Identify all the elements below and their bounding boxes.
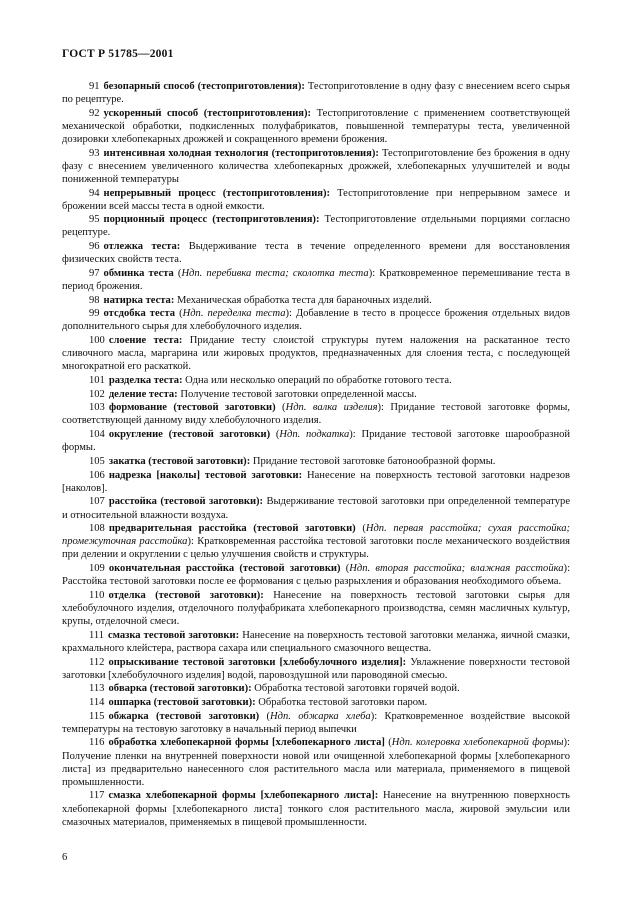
- term-number: 95: [89, 214, 100, 226]
- term-deprecated-synonym: (Ндп. обжарка хлеба): [259, 710, 375, 722]
- term-name: слоение теста:: [108, 335, 183, 347]
- term-definition: Тестоприготовление при непрерывном замесе и брожении всей массы теста в одной емкости.: [62, 187, 571, 212]
- term-number: 101: [89, 375, 105, 386]
- term-definition: Нанесение на поверхность тестовой заготовки надрезов [наколов].: [62, 469, 570, 494]
- term-deprecated-synonym: (Ндп. вторая расстойка; влажная расстойка): [340, 563, 568, 575]
- term-number: 106: [89, 469, 105, 481]
- term-entry: [62, 334, 570, 373]
- term-name: обжарка (тестовой заготовки): [108, 710, 260, 722]
- term-deprecated-synonym: (Ндп. колеровка хлебопекарной формы): [384, 737, 568, 749]
- term-definition: : Кратковременная расстойка тестовой заготовки после механического воздействия при делении и округлении с целью улучшения свойств и структуры.: [62, 536, 570, 561]
- term-number: 108: [89, 523, 105, 535]
- term-entry: [62, 562, 570, 588]
- term-name: обработка хлебопекарной формы [хлебопекарного листа]: [108, 737, 385, 749]
- term-entry: [62, 187, 570, 213]
- term-number: 94: [89, 187, 100, 199]
- term-entry: [62, 307, 570, 333]
- term-entry: [62, 428, 570, 454]
- term-name: ускоренный способ (тестоприготовления):: [103, 107, 312, 119]
- term-entry: [62, 267, 570, 293]
- term-deprecated-synonym: (Ндп. перебивка теста; сколотка теста): [173, 267, 373, 279]
- term-definition: : Расстойка тестовой заготовки после ее формования с целью разрыхления и образования необходимого объема.: [62, 563, 570, 588]
- term-entry: [62, 213, 570, 239]
- term-definition: Получение тестовой заготовки определенной массы.: [177, 388, 417, 400]
- term-name: интенсивная холодная технология (тестоприготовления):: [103, 147, 379, 159]
- term-name: округление (тестовой заготовки): [108, 429, 271, 441]
- term-definition: Выдерживание теста в течение определенного времени для восстановления физических свойств теста.: [62, 241, 570, 266]
- term-entry: [62, 469, 570, 495]
- term-number: 114: [89, 696, 105, 708]
- term-entry: [62, 589, 570, 628]
- term-number: 109: [89, 563, 105, 575]
- term-definition: Тестоприготовление в одну фазу с внесением всего сырья по рецептуре.: [62, 81, 570, 106]
- term-entry: [62, 629, 570, 655]
- term-number: 91: [89, 81, 100, 92]
- term-entry: [62, 522, 570, 561]
- term-number: 112: [89, 656, 105, 668]
- term-number: 115: [89, 710, 105, 722]
- term-number: 113: [89, 683, 105, 695]
- term-entry: [62, 240, 570, 266]
- term-deprecated-synonym: (Ндп. первая расстойка; сухая расстойка; промежуточная расстойка): [62, 523, 571, 548]
- term-deprecated-synonym: (Ндп. валка изделия): [275, 402, 382, 414]
- term-entry: [62, 696, 570, 709]
- term-number: 102: [89, 388, 105, 400]
- term-deprecated-synonym: (Ндп. переделка теста): [175, 308, 289, 320]
- term-number: 96: [89, 241, 100, 253]
- term-name: обварка (тестовой заготовки):: [108, 683, 252, 695]
- term-definition: Обработка тестовой заготовки паром.: [255, 696, 428, 708]
- term-name: безопарный способ (тестоприготовления):: [103, 81, 305, 92]
- term-entry: [62, 294, 570, 307]
- term-name: отделка (тестовой заготовки):: [108, 589, 264, 601]
- term-definition: Тестоприготовление отдельными порциями согласно рецептуре.: [62, 214, 570, 239]
- term-number: 116: [89, 737, 105, 749]
- term-definition: Придание тестовой заготовке шарообразной формы.: [62, 429, 571, 454]
- term-entry: [62, 656, 570, 682]
- term-name: непрерывный процесс (тестоприготовления):: [103, 187, 331, 199]
- term-entry: [62, 388, 570, 401]
- term-definition: Обработка тестовой заготовки горячей водой.: [251, 683, 460, 695]
- terms-list: [62, 80, 570, 829]
- term-name: разделка теста:: [108, 375, 183, 386]
- term-definition: Тестоприготовление без брожения в одну фазу с внесением увеличенного количества хлебопекарных дрожжей, хлебопекарных улучшителей и воды пониженной температуры: [62, 147, 571, 185]
- term-entry: [62, 710, 570, 736]
- term-definition: Тестоприготовление с применением соответствующей механической обработки, подкисленных полуфабрикатов, повышенной температуры теста, увеличенной дозировки хлебопекарных дрожжей и сокращенного времени брожения.: [62, 107, 570, 145]
- term-number: 98: [89, 294, 100, 306]
- term-entry: [62, 147, 570, 186]
- term-number: 99: [89, 308, 100, 320]
- term-name: окончательная расстойка (тестовой заготовки): [108, 563, 341, 575]
- term-definition: : Кратковременное перемешивание теста в период брожения.: [62, 267, 570, 292]
- term-name: смазка тестовой заготовки:: [108, 629, 240, 641]
- term-name: обминка теста: [103, 267, 174, 279]
- term-entry: [62, 374, 570, 387]
- term-name: предварительная расстойка (тестовой заготовки): [108, 523, 356, 535]
- term-entry: [62, 495, 570, 521]
- term-definition: : Кратковременное воздействие высокой температуры на тестовую заготовку в начальный период выпечки: [62, 710, 570, 735]
- term-name: формование (тестовой заготовки): [108, 402, 276, 414]
- term-definition: Придание тесту слоистой структуры путем наложения на раскатанное тесто сливочного масла, маргарина или жировых продуктов, предназначенных для слоения теста, с последующей многократной его раскаткой.: [62, 335, 570, 373]
- term-name: закатка (тестовой заготовки):: [108, 455, 251, 467]
- page-number: 6: [62, 852, 68, 863]
- term-entry: [62, 455, 570, 468]
- term-name: расстойка (тестовой заготовки):: [108, 496, 264, 508]
- term-name: отлежка теста:: [103, 241, 181, 253]
- term-definition: Механическая обработка теста для бараночных изделий.: [174, 294, 432, 306]
- term-definition: : Придание тестовой заготовке формы, соответствующей данному виду хлебобулочного изделия.: [62, 402, 570, 427]
- term-number: 117: [89, 790, 105, 802]
- term-entry: [62, 80, 570, 106]
- term-definition: Нанесение на поверхность тестовой заготовки сырья для хлебобулочного изделия, отделочного полуфабриката хлебопекарного производства, семян масличных культур, крупы, отделочной смеси.: [62, 589, 570, 628]
- term-number: 97: [89, 267, 100, 279]
- term-number: 107: [89, 496, 105, 508]
- term-name: деление теста:: [108, 388, 178, 400]
- term-definition: Увлажнение поверхности тестовой заготовки [хлебобулочного изделия] водой, паровоздушной или пароводяной смесью.: [62, 656, 570, 681]
- term-number: 92: [89, 107, 100, 119]
- term-name: ошпарка (тестовой заготовки):: [108, 696, 256, 708]
- term-entry: [62, 789, 570, 828]
- term-number: 93: [89, 147, 100, 159]
- term-entry: [62, 401, 570, 427]
- term-definition: Нанесение на внутреннюю поверхность хлебопекарной формы [хлебопекарного листа] тонкого слоя растительного масла, жировой эмульсии или смазочных материалов, применяемых в пищевой промышленности.: [62, 790, 570, 828]
- term-number: 105: [89, 455, 105, 467]
- term-definition: Одна или несколько операций по обработке готового теста.: [182, 375, 452, 386]
- term-name: опрыскивание тестовой заготовки [хлебобулочного изделия]:: [108, 656, 407, 668]
- term-name: отсдобка теста: [103, 308, 176, 320]
- term-definition: : Добавление в тесто в процессе брожения отдельных видов дополнительного сырья для хлебобулочного изделия.: [62, 308, 570, 333]
- term-entry: [62, 107, 570, 146]
- term-definition: Нанесение на поверхность тестовой заготовки меланжа, яичной смазки, крахмального клейстера, раствора сахара или специального смазочного вещества.: [62, 629, 570, 654]
- term-entry: [62, 736, 570, 788]
- term-number: 103: [89, 402, 105, 414]
- standard-header: ГОСТ Р 51785—2001: [62, 48, 174, 60]
- term-name: натирка теста:: [103, 294, 175, 306]
- term-number: 104: [89, 429, 105, 441]
- term-number: 111: [89, 629, 105, 641]
- term-name: порционный процесс (тестоприготовления):: [103, 214, 320, 226]
- term-number: 110: [89, 589, 105, 601]
- term-definition: : Получение пленки на внутренней поверхности новой или очищенной хлебопекарной формы [хлебопекарного листа] из предварительно нанесенного слоя растительного масла или материала, применяемого в пищевой промышленности.: [62, 737, 570, 788]
- term-definition: Придание тестовой заготовке батонообразной формы.: [250, 455, 496, 467]
- term-number: 100: [89, 335, 105, 347]
- term-name: смазка хлебопекарной формы [хлебопекарного листа]:: [108, 790, 379, 802]
- term-deprecated-synonym: (Ндп. подкатка):: [270, 429, 356, 441]
- term-entry: [62, 682, 570, 695]
- term-name: надрезка [наколы] тестовой заготовки:: [108, 469, 303, 481]
- term-definition: Выдерживание тестовой заготовки при определенной температуре и относительной влажности воздуха.: [62, 496, 570, 521]
